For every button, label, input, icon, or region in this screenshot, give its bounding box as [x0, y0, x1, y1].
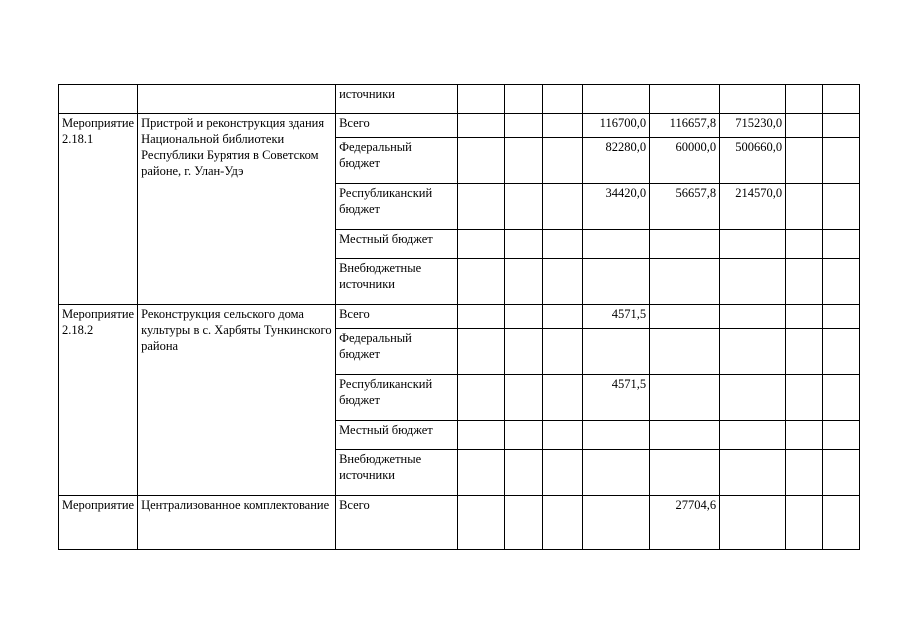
table-cell [59, 85, 138, 114]
value-cell [786, 305, 823, 329]
value-cell [458, 305, 505, 329]
value-cell [786, 230, 823, 259]
value-cell [823, 421, 860, 450]
value-cell [505, 496, 543, 550]
value-cell [786, 421, 823, 450]
value-cell: 4571,5 [583, 305, 650, 329]
value-cell [543, 305, 583, 329]
table-row [59, 85, 860, 114]
value-cell [458, 375, 505, 421]
source-cell: Республиканский бюджет [336, 184, 458, 230]
value-cell: 56657,8 [650, 184, 720, 230]
value-cell [583, 450, 650, 496]
value-cell [543, 496, 583, 550]
value-cell: 214570,0 [720, 184, 786, 230]
value-cell [720, 329, 786, 375]
value-cell: 116700,0 [583, 114, 650, 138]
event-code-cell: Мероприятие 2.18.2 [59, 305, 138, 496]
value-cell [458, 184, 505, 230]
value-cell: 715230,0 [720, 114, 786, 138]
value-cell [720, 259, 786, 305]
event-code-cell: Мероприятие 2.18.1 [59, 114, 138, 305]
value-cell [823, 450, 860, 496]
value-cell [543, 259, 583, 305]
value-cell [720, 496, 786, 550]
value-cell: 116657,8 [650, 114, 720, 138]
value-cell [650, 375, 720, 421]
event-name-cell: Пристрой и реконструкция здания Национальной библиотеки Республики Бурятия в Советском районе, г. Улан-Удэ [138, 114, 336, 305]
value-cell [505, 375, 543, 421]
value-cell [823, 138, 860, 184]
value-cell [650, 421, 720, 450]
budget-table [58, 84, 860, 550]
value-cell [786, 329, 823, 375]
value-cell [583, 259, 650, 305]
table-cell [138, 85, 336, 114]
value-cell: 60000,0 [650, 138, 720, 184]
value-cell [505, 114, 543, 138]
value-cell: 82280,0 [583, 138, 650, 184]
source-cell: Местный бюджет [336, 230, 458, 259]
value-cell [543, 184, 583, 230]
value-cell [583, 230, 650, 259]
value-cell [505, 305, 543, 329]
value-cell [720, 421, 786, 450]
table-row [59, 496, 860, 550]
value-cell [458, 138, 505, 184]
value-cell [543, 114, 583, 138]
value-cell: 500660,0 [720, 138, 786, 184]
value-cell [583, 496, 650, 550]
value-cell [543, 450, 583, 496]
source-cell: Всего [336, 305, 458, 329]
value-cell [505, 329, 543, 375]
value-cell [505, 230, 543, 259]
value-cell [823, 184, 860, 230]
source-cell: Внебюджетные источники [336, 450, 458, 496]
value-cell [786, 259, 823, 305]
event-name-cell: Централизованное комплектование [138, 496, 336, 550]
value-cell [583, 421, 650, 450]
value-cell [543, 230, 583, 259]
value-cell [543, 421, 583, 450]
value-cell [786, 184, 823, 230]
value-cell [650, 259, 720, 305]
value-cell [786, 496, 823, 550]
source-cell: Федеральный бюджет [336, 138, 458, 184]
value-cell [823, 114, 860, 138]
value-cell [823, 230, 860, 259]
value-cell [720, 450, 786, 496]
value-cell [458, 421, 505, 450]
value-cell [458, 496, 505, 550]
value-cell [823, 375, 860, 421]
value-cell [505, 184, 543, 230]
value-cell [543, 138, 583, 184]
table-row [59, 305, 860, 329]
value-cell [505, 259, 543, 305]
source-cell: Федеральный бюджет [336, 329, 458, 375]
value-cell [458, 329, 505, 375]
value-cell [583, 329, 650, 375]
value-cell [650, 305, 720, 329]
source-cell: источники [336, 85, 458, 114]
value-cell: 34420,0 [583, 184, 650, 230]
value-cell [458, 259, 505, 305]
source-cell: Местный бюджет [336, 421, 458, 450]
value-cell [786, 138, 823, 184]
table-row [59, 114, 860, 138]
value-cell [720, 230, 786, 259]
value-cell [458, 450, 505, 496]
event-code-cell: Мероприятие [59, 496, 138, 550]
value-cell [505, 138, 543, 184]
value-cell [650, 329, 720, 375]
value-cell: 4571,5 [583, 375, 650, 421]
source-cell: Всего [336, 496, 458, 550]
event-name-cell: Реконструкция сельского дома культуры в с. Харбяты Тункинского района [138, 305, 336, 496]
source-cell: Всего [336, 114, 458, 138]
value-cell [786, 450, 823, 496]
value-cell [823, 496, 860, 550]
value-cell [823, 259, 860, 305]
source-cell: Внебюджетные источники [336, 259, 458, 305]
value-cell [458, 230, 505, 259]
value-cell [650, 230, 720, 259]
value-cell [720, 375, 786, 421]
value-cell [458, 114, 505, 138]
value-cell [720, 305, 786, 329]
value-cell [543, 329, 583, 375]
value-cell [505, 450, 543, 496]
value-cell [543, 375, 583, 421]
value-cell [786, 375, 823, 421]
value-cell [823, 305, 860, 329]
source-cell: Республиканский бюджет [336, 375, 458, 421]
value-cell [786, 114, 823, 138]
value-cell [505, 421, 543, 450]
value-cell: 27704,6 [650, 496, 720, 550]
value-cell [650, 450, 720, 496]
value-cell [823, 329, 860, 375]
